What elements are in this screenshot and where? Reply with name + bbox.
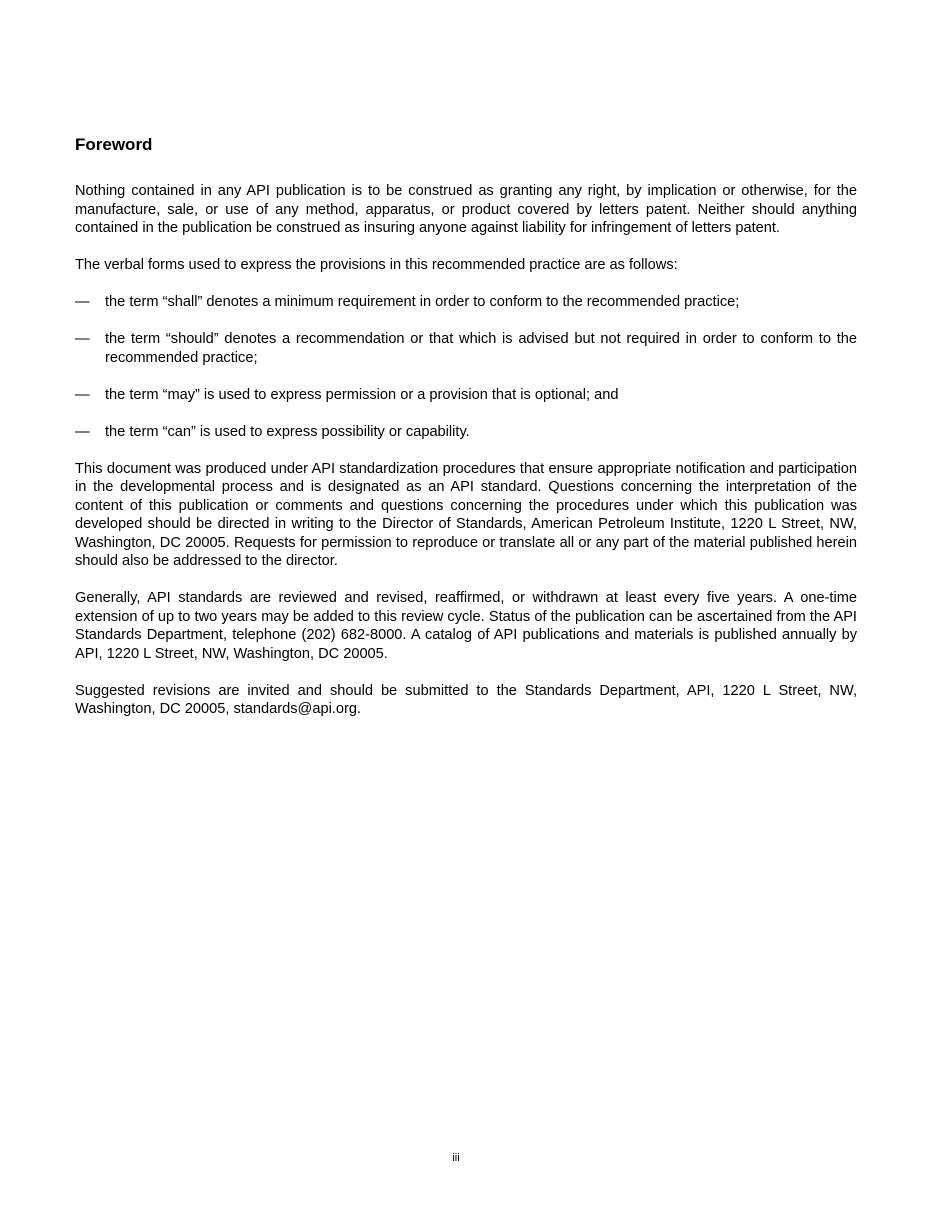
list-item-text: the term “should” denotes a recommendation or that which is advised but not required in order to conform to the recommended practice; xyxy=(105,331,857,366)
paragraph-verbal-forms-intro: The verbal forms used to express the provisions in this recommended practice are as follows: xyxy=(75,257,678,273)
list-item-text: the term “can” is used to express possibility or capability. xyxy=(105,423,470,440)
paragraph-review-cycle: Generally, API standards are reviewed and revised, reaffirmed, or withdrawn at least every five years. A one-time extension of up to two years may be added to this review cycle. Status of the publication can be ascertained from the API Standards Department, telephone (202) 682-8000. A catalog of API publications and materials is published annually by API, 1220 L Street, NW, Washington, DC 20005. xyxy=(75,590,857,662)
page-number: iii xyxy=(452,1152,460,1164)
document-page xyxy=(75,0,857,1230)
list-item-should xyxy=(75,330,857,367)
paragraph-suggested-revisions: Suggested revisions are invited and should be submitted to the Standards Department, API, 1220 L Street, NW, Washington, DC 20005, standards@api.org. xyxy=(75,682,857,717)
foreword-body xyxy=(75,182,857,719)
list-item-text: the term “may” is used to express permission or a provision that is optional; and xyxy=(105,386,619,403)
paragraph-patent-disclaimer: Nothing contained in any API publication is to be construed as granting any right, by implication or otherwise, for the manufacture, sale, or use of any method, apparatus, or product covered by letters patent. Neither should anything contained in the publication be construed as insuring anyone against liability for infringement of letters patent. xyxy=(75,183,857,236)
list-dash: — xyxy=(75,331,90,347)
list-item-may xyxy=(75,386,857,405)
list-item-shall xyxy=(75,293,857,312)
list-dash: — xyxy=(75,386,90,403)
list-dash: — xyxy=(75,423,90,440)
list-dash: — xyxy=(75,294,90,310)
paragraph-standardization-procedures: This document was produced under API standardization procedures that ensure appropriate notification and participation in the developmental process and is designated as an API standard. Questions concerning the interpretation of the content of this publication or comments and questions concerning the procedures under which this publication was developed should be directed in writing to the Director of Standards, American Petroleum Institute, 1220 L Street, NW, Washington, DC 20005. Requests for permission to reproduce or translate all or any part of the material published herein should also be addressed to the director. xyxy=(75,460,857,569)
list-item-can xyxy=(75,423,857,442)
list-item-text: the term “shall” denotes a minimum requirement in order to conform to the recommended practice; xyxy=(105,294,740,310)
page-title: Foreword xyxy=(75,135,153,154)
